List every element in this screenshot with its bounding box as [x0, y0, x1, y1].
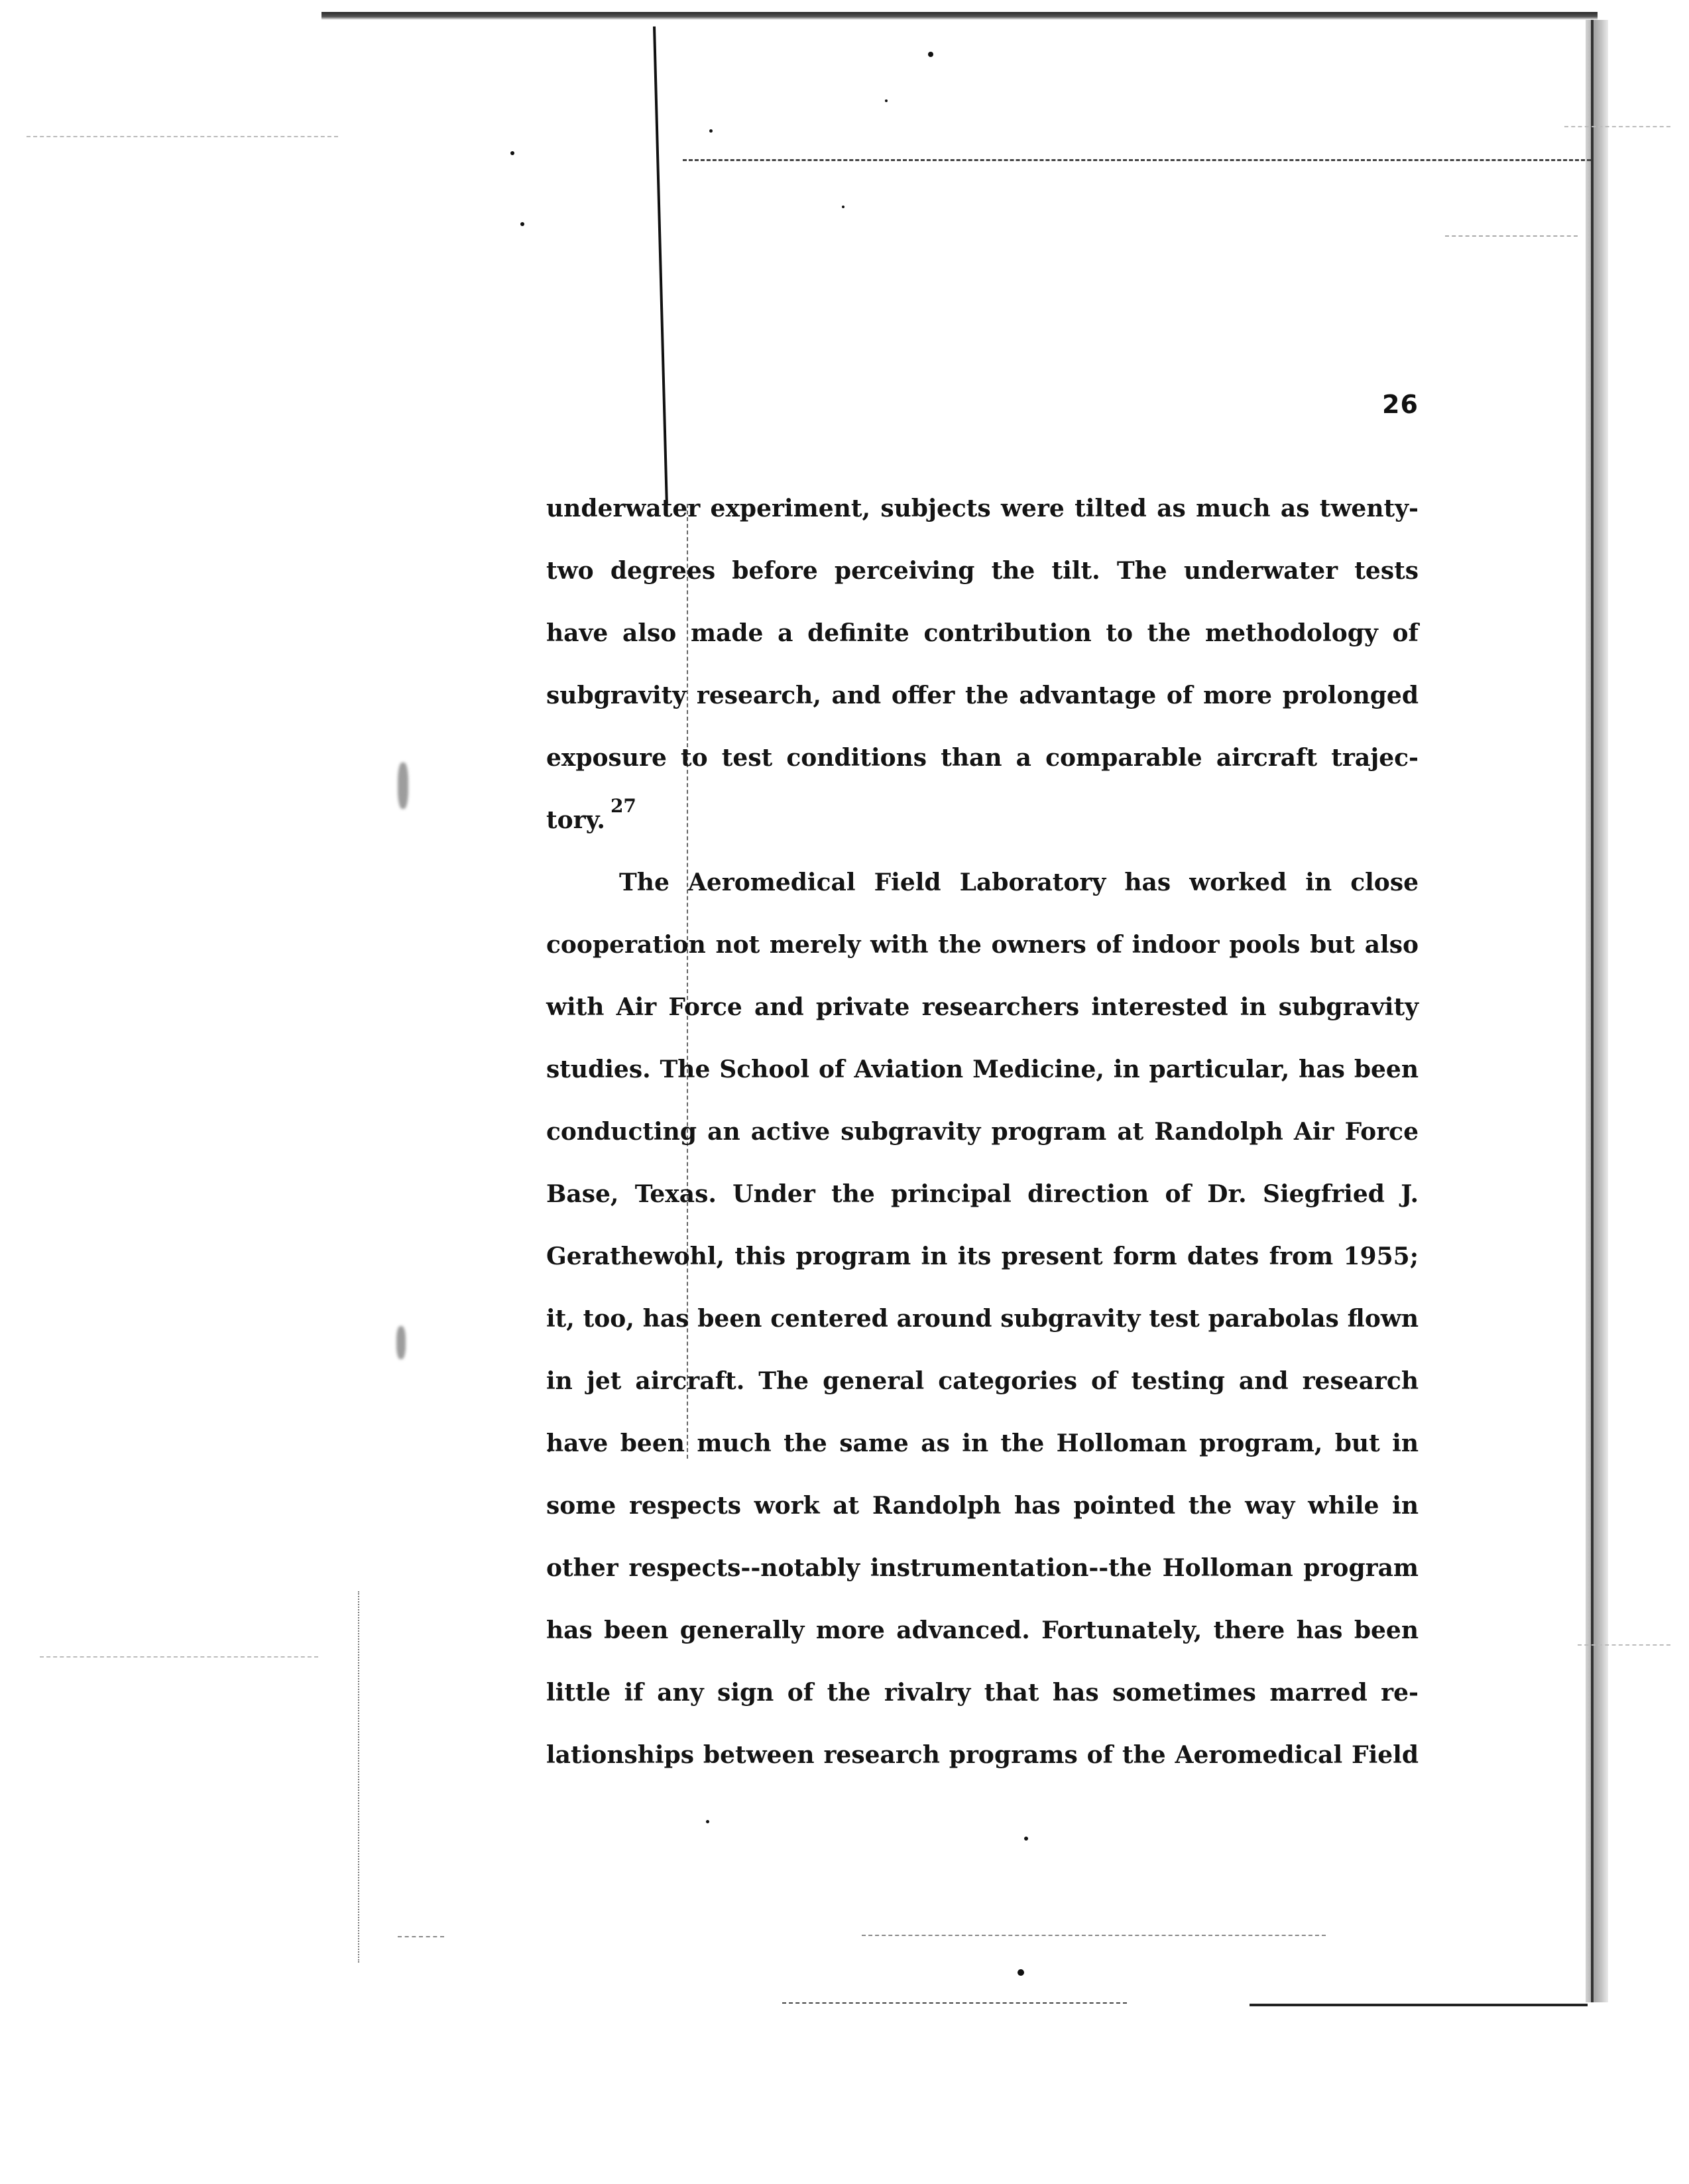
text-line: studies. The School of Aviation Medicine, in particular, has been	[546, 1056, 1419, 1083]
scan-speck	[520, 222, 524, 226]
scan-dashed-line	[1578, 1644, 1670, 1646]
scan-speck	[510, 151, 514, 155]
scan-right-border	[1591, 20, 1594, 2002]
text-line: The Aeromedical Field Laboratory has worked in close	[619, 869, 1419, 896]
punch-hole-mark	[398, 762, 408, 809]
text-line: little if any sign of the rivalry that has sometimes marred re-	[546, 1679, 1419, 1707]
scan-speck	[709, 129, 713, 133]
text-line: cooperation not merely with the owners of indoor pools but also	[546, 931, 1419, 959]
scan-dashed-line	[782, 2002, 1127, 2004]
scan-vertical-rule	[653, 27, 668, 504]
page-number: 26	[1382, 390, 1419, 419]
scan-speck	[885, 99, 888, 102]
scan-speck	[842, 206, 844, 208]
text-line	[546, 789, 1419, 851]
scan-dashed-line	[1564, 126, 1670, 127]
text-line: some respects work at Randolph has pointed the way while in	[546, 1492, 1419, 1520]
text-line: other respects--notably instrumentation--the Holloman program	[546, 1554, 1419, 1582]
scan-speck	[706, 1820, 709, 1823]
paragraph	[546, 477, 1419, 851]
text-line: exposure to test conditions than a comparable aircraft trajec-	[546, 744, 1419, 772]
scan-dashed-line	[398, 1936, 444, 1937]
text-line: lationships between research programs of the Aeromedical Field	[546, 1741, 1419, 1769]
text-line-end: tory.	[546, 806, 605, 834]
text-line: have also made a definite contribution to the methodology of	[546, 619, 1419, 647]
text-line: with Air Force and private researchers interested in subgravity	[546, 993, 1419, 1021]
text-line: underwater experiment, subjects were tilted as much as twenty-	[546, 495, 1419, 522]
scan-dashed-line	[1445, 235, 1578, 237]
text-line: Base, Texas. Under the principal direction of Dr. Siegfried J.	[546, 1180, 1419, 1208]
scan-dashed-line	[683, 159, 1591, 161]
scan-dashed-line	[862, 1935, 1326, 1936]
scan-dashed-line	[27, 136, 338, 137]
body-text	[546, 477, 1419, 1786]
text-line: two degrees before perceiving the tilt. The underwater tests	[546, 557, 1419, 585]
text-line: in jet aircraft. The general categories of testing and research	[546, 1367, 1419, 1395]
text-line: conducting an active subgravity program at Randolph Air Force	[546, 1118, 1419, 1146]
text-line: Gerathewohl, this program in its present form dates from 1955;	[546, 1243, 1419, 1270]
scan-right-edge	[1586, 20, 1608, 2002]
scan-bottom-rule	[1250, 2004, 1588, 2006]
text-line: has been generally more advanced. Fortunately, there has been	[546, 1616, 1419, 1644]
punch-hole-mark	[396, 1326, 406, 1359]
scan-speck	[1018, 1969, 1024, 1976]
text-line: subgravity research, and offer the advantage of more prolonged	[546, 682, 1419, 709]
text-line: have been much the same as in the Holloman program, but in	[546, 1429, 1419, 1457]
paragraph	[546, 851, 1419, 1786]
scan-left-ticks	[358, 1591, 359, 1963]
scan-speck	[1024, 1837, 1028, 1841]
footnote-marker: 27	[610, 795, 636, 817]
scan-dashed-line	[40, 1656, 318, 1658]
text-line: it, too, has been centered around subgravity test parabolas flown	[546, 1305, 1419, 1333]
scan-speck	[928, 52, 933, 57]
scan-top-edge	[321, 12, 1598, 20]
